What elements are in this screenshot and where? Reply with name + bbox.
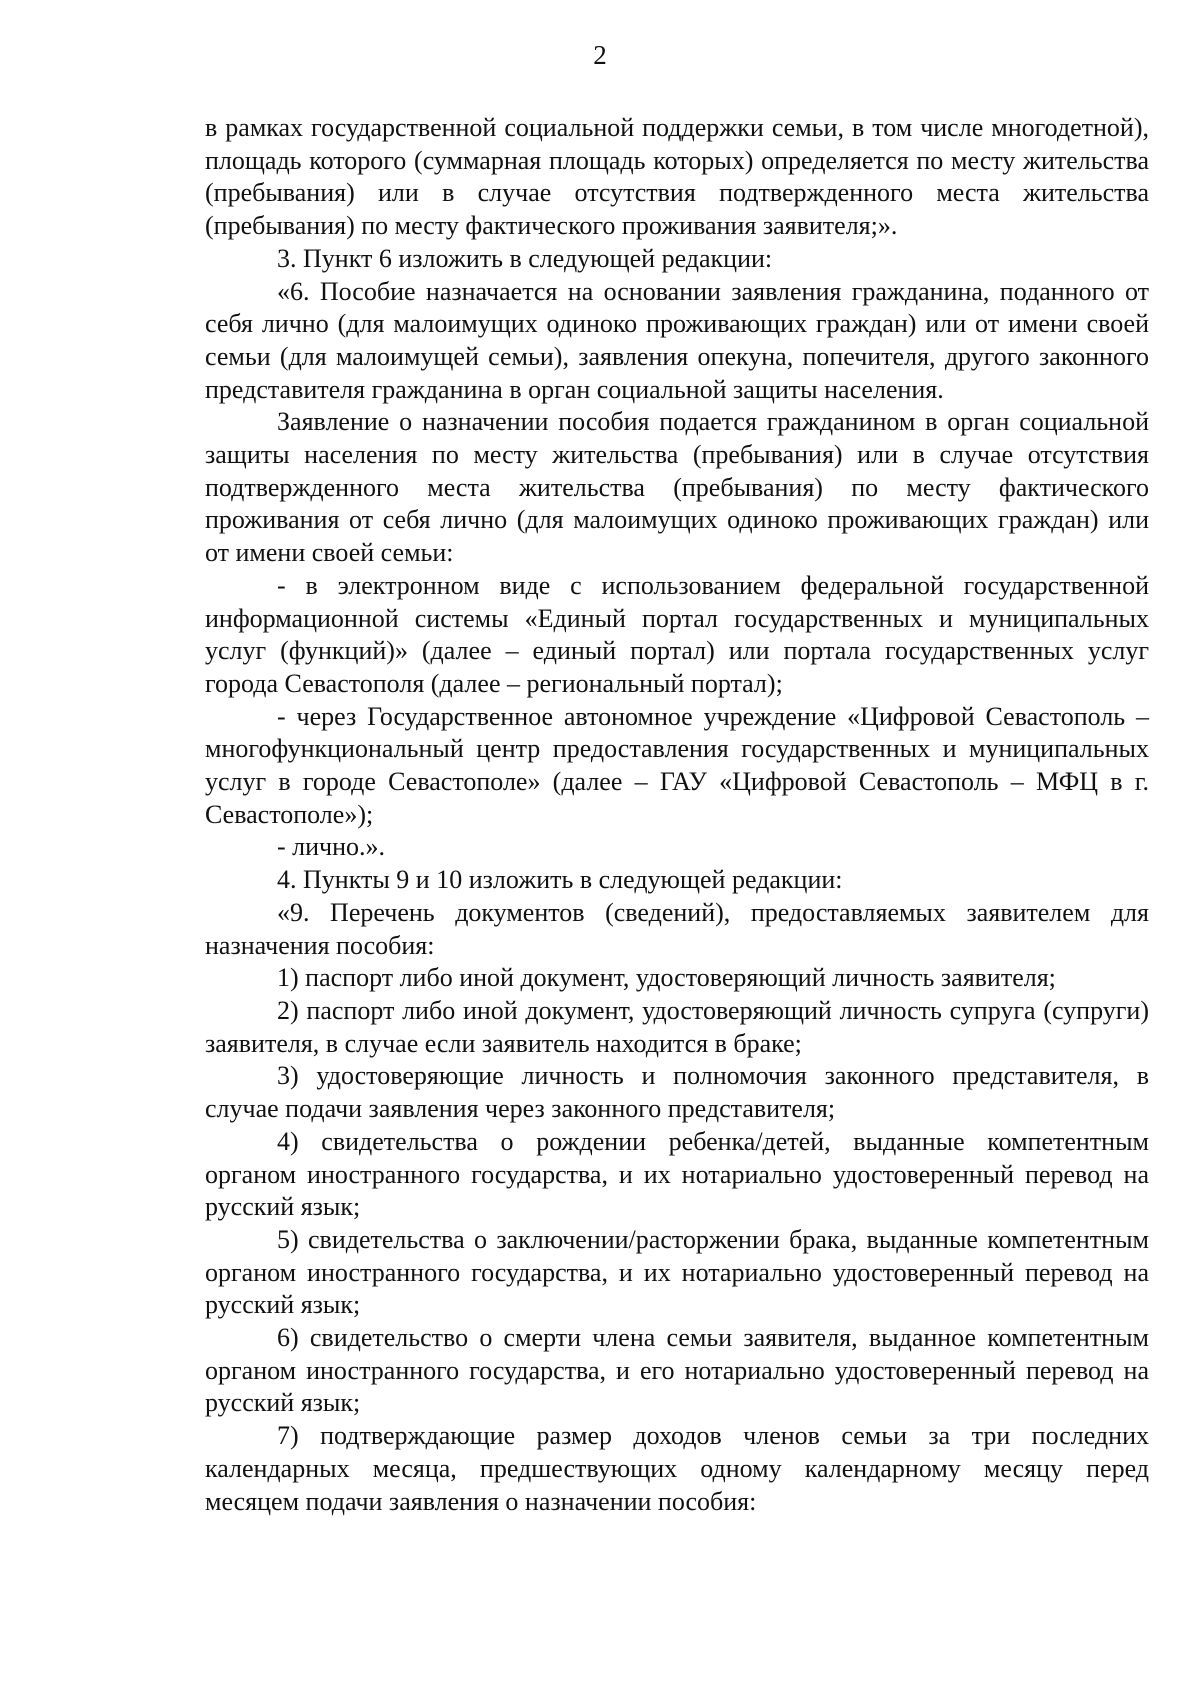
- document-body: [205, 112, 1149, 1518]
- paragraph-mfc: - через Государственное автономное учреждение «Цифровой Севастополь – многофункциональный центр предоставления государственных и муниципальных услуг в городе Севастополе» (далее – ГАУ «Цифровой Севастополь – МФЦ в г. Севастополе»);: [205, 701, 1149, 829]
- paragraph-application: Заявление о назначении пособия подается гражданином в орган социальной защиты населения по месту жительства (пребывания) или в случае отсутствия подтвержденного места жительства (пребывания) по месту фактического проживания от себя лично (для малоимущих одиноко проживающих граждан) или от имени своей семьи:: [205, 407, 1149, 568]
- list-item-4: 4) свидетельства о рождении ребенка/детей, выданные компетентным органом иностранного государства, и их нотариально удостоверенный перевод на русский язык;: [205, 1126, 1149, 1222]
- list-item-6: 6) свидетельство о смерти члена семьи заявителя, выданное компетентным органом иностранного государства, и его нотариально удостоверенный перевод на русский язык;: [205, 1323, 1149, 1418]
- paragraph-item-3: 3. Пункт 6 изложить в следующей редакции:: [277, 243, 773, 273]
- list-item-3: 3) удостоверяющие личность и полномочия законного представителя, в случае подачи заявления через законного представителя;: [205, 1061, 1149, 1124]
- list-item-7: 7) подтверждающие размер доходов членов семьи за три последних календарных месяца, предшествующих одному календарному месяцу перед месяцем подачи заявления о назначении пособия:: [205, 1421, 1149, 1516]
- paragraph-personally: - лично.».: [277, 832, 386, 862]
- paragraph-clause-6: «6. Пособие назначается на основании заявления гражданина, поданного от себя лично (для малоимущих одиноко проживающих граждан) или от имени своей семьи (для малоимущей семьи), заявления опекуна, попечителя, другого законного представителя гражданина в орган социальной защиты населения.: [205, 276, 1149, 404]
- list-item-5: 5) свидетельства о заключении/расторжении брака, выданные компетентным органом иностранного государства, и их нотариально удостоверенный перевод на русский язык;: [205, 1224, 1149, 1320]
- paragraph-continuation: в рамках государственной социальной поддержки семьи, в том числе многодетной), площадь которого (суммарная площадь которых) определяется по месту жительства (пребывания) или в случае отсутствия подтвержденного места жительства (пребывания) по месту фактического проживания заявителя;».: [205, 113, 1149, 241]
- page-number: 2: [593, 40, 607, 70]
- paragraph-item-4: 4. Пункты 9 и 10 изложить в следующей редакции:: [277, 865, 843, 895]
- paragraph-clause-9: «9. Перечень документов (сведений), предоставляемых заявителем для назначения пособия:: [205, 897, 1149, 960]
- list-item-2: 2) паспорт либо иной документ, удостоверяющий личность супруга (супруги) заявителя, в случае если заявитель находится в браке;: [205, 995, 1149, 1058]
- paragraph-electronic: - в электронном виде с использованием федеральной государственной информационной системы «Единый портал государственных и муниципальных услуг (функций)» (далее – единый портал) или портала государственных услуг города Севастополя (далее – региональный портал);: [205, 570, 1149, 698]
- list-item-1: 1) паспорт либо иной документ, удостоверяющий личность заявителя;: [277, 963, 1056, 993]
